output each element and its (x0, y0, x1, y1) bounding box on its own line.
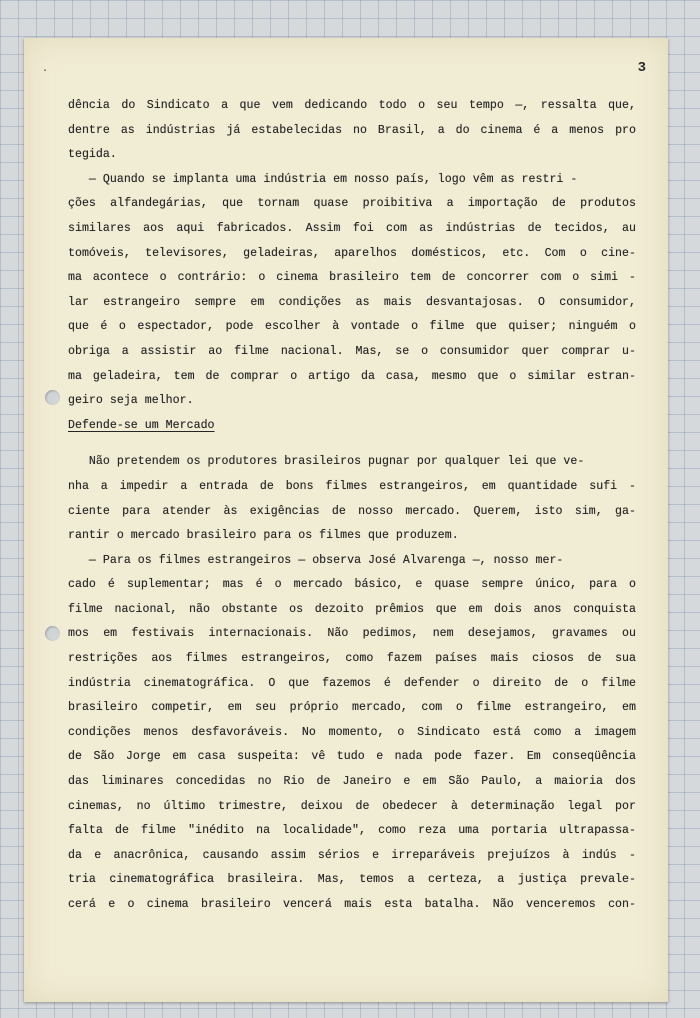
text-line: tegida. (68, 148, 117, 162)
text-line: dência do Sindicato a que vem dedicando todo o seu tempo —, ressalta que, (68, 99, 636, 112)
text-line: ma acontece o contrário: o cinema brasileiro tem de concorrer com o simi - (68, 271, 636, 285)
text-line: rantir o mercado brasileiro para os filmes que produzem. (68, 529, 459, 543)
text-line: condições menos desfavoráveis. No momento, o Sindicato está como a imagem (68, 725, 636, 739)
text-line: filme nacional, não obstante os dezoito prêmios que em dois anos conquista (68, 602, 636, 616)
text-line: cado é suplementar; mas é o mercado básico, e quase sempre único, para o (68, 578, 636, 592)
paragraph (68, 549, 636, 918)
text-line: que é o espectador, pode escolher à vontade o filme que quiser; ninguém o (68, 320, 636, 334)
corner-mark: . (42, 64, 49, 75)
text-line: Não pretendem os produtores brasileiros pugnar por qualquer lei que ve- (68, 455, 585, 469)
punch-hole (45, 626, 60, 641)
text-line: tria cinematográfica brasileira. Mas, temos a certeza, a justiça prevale- (68, 873, 636, 887)
spacer (68, 438, 636, 450)
text-line: geiro seja melhor. (68, 394, 194, 408)
text-line: lar estrangeiro sempre em condições as mais desvantajosas. O consumidor, (68, 295, 636, 309)
text-line: cerá e o cinema brasileiro vencerá mais esta batalha. Não venceremos con- (68, 898, 636, 911)
text-line: falta de filme "inédito na localidade", como reza uma portaria ultrapassa- (68, 824, 636, 838)
text-line: de São Jorge em casa suspeita: vê tudo e nada pode fazer. Em conseqüência (68, 750, 636, 764)
text-line: mos em festivais internacionais. Não pedimos, nem desejamos, gravames ou (68, 627, 636, 641)
text-line: tomóveis, televisores, geladeiras, aparelhos domésticos, etc. Com o cine- (68, 246, 636, 260)
text-line: similares aos aqui fabricados. Assim foi com as indústrias de tecidos, au (68, 221, 636, 235)
punch-hole (45, 390, 60, 405)
text-line: cinemas, no último trimestre, deixou de obedecer à determinação legal por (68, 799, 636, 813)
text-line: ções alfandegárias, que tornam quase proibitiva a importação de produtos (68, 197, 636, 211)
text-line: ma geladeira, tem de comprar o artigo da casa, mesmo que o similar estran- (68, 369, 636, 383)
text-line: das liminares concedidas no Rio de Janeiro e em São Paulo, a maioria dos (68, 775, 636, 789)
typewritten-page (24, 38, 668, 1002)
text-line: brasileiro competir, em seu próprio mercado, com o filme estrangeiro, em (68, 701, 636, 715)
text-line: — Quando se implanta uma indústria em nosso país, logo vêm as restri - (68, 172, 578, 186)
page-number: 3 (637, 60, 646, 76)
body-text (68, 94, 636, 918)
paragraph (68, 450, 636, 548)
text-line: indústria cinematográfica. O que fazemos é defender o direito de o filme (68, 676, 636, 690)
text-line: obriga a assistir ao filme nacional. Mas, se o consumidor quer comprar u- (68, 344, 636, 358)
paragraph (68, 168, 636, 414)
text-line: nha a impedir a entrada de bons filmes estrangeiros, em quantidade sufi - (68, 479, 636, 493)
text-line: restrições aos filmes estrangeiros, como fazem países mais ciosos de sua (68, 652, 636, 666)
text-line: da e anacrônica, causando assim sérios e irreparáveis prejuízos à indús - (68, 848, 636, 862)
paragraph (68, 94, 636, 168)
text-line: ciente para atender às exigências de nosso mercado. Querem, isto sim, ga- (68, 504, 636, 518)
section-heading: Defende-se um Mercado (68, 418, 215, 432)
text-line: dentre as indústrias já estabelecidas no Brasil, a do cinema é a menos pro (68, 123, 636, 137)
text-line: — Para os filmes estrangeiros — observa José Alvarenga —, nosso mer- (68, 553, 564, 567)
